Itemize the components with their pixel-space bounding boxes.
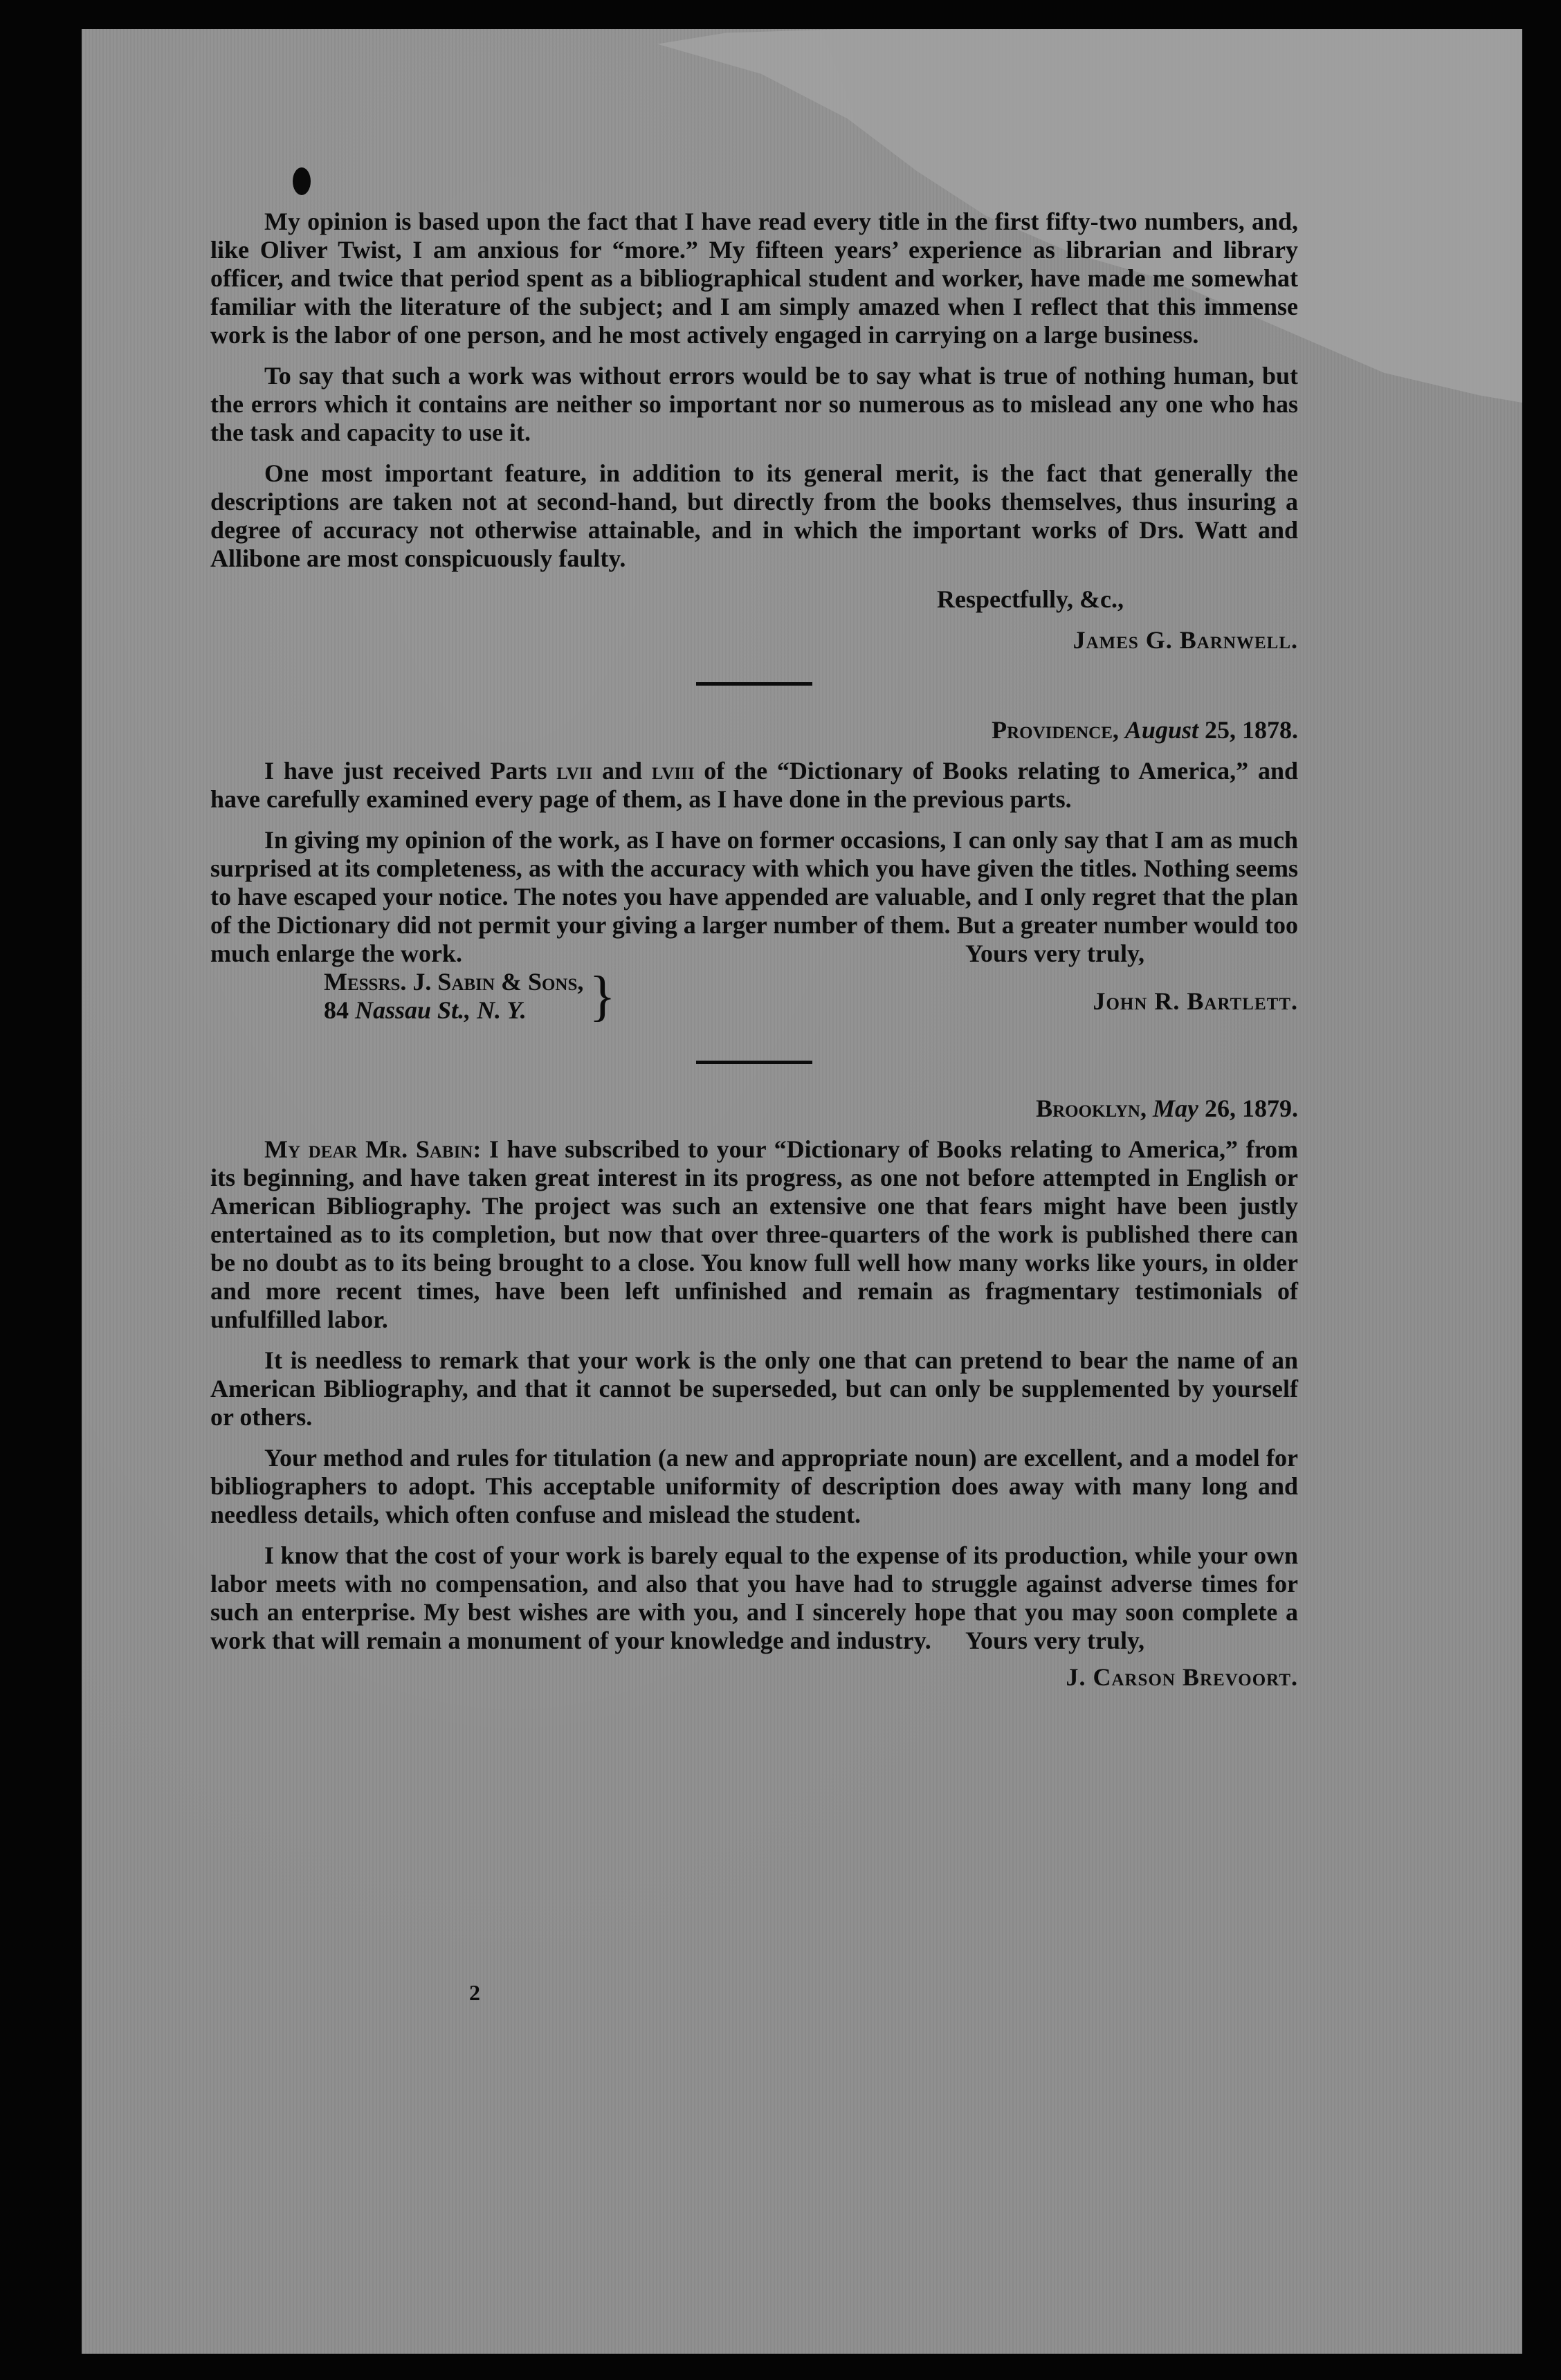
ink-blot xyxy=(293,167,311,195)
closing: Yours very truly, xyxy=(965,1627,1144,1654)
dateline: Brooklyn, May 26, 1879. xyxy=(1036,1095,1298,1122)
paragraph: My dear Mr. Sabin: I have subscribed to your “Dictionary of Books relating to America,” from its beginning, and have taken great interest in its progress, as one not before attempted in English or American Bibliography. The project was such an extensive one that fears might have been justly entertained as to its completion, but now that over three-quarters of the work is published there can be no doubt as to its being brought to a close. You know full well how many works like yours, in older and more recent times, have been left unfinished and remain as fragmentary testimonials of unfulfilled labor. xyxy=(210,1135,1299,1333)
dateline: Providence, August 25, 1878. xyxy=(992,716,1298,744)
brace-glyph: } xyxy=(589,966,616,1027)
paragraph: My opinion is based upon the fact that I have read every title in the first fifty-two numbers, and, like Oliver Twist, I am anxious for “more.” My fifteen years’ experience as librarian and library officer, and twice that period spent as a bibliographical student and worker, have made me somewhat familiar with the literature of the subject; and I am simply amazed when I reflect that this immense work is the labor of one person, and he most actively engaged in carrying on a large business. xyxy=(210,208,1298,349)
paragraph: In giving my opinion of the work, as I have on former occasions, I can only say that I am as much surprised at its completeness, as with the accuracy with which you have given the titles. Nothing seems to have escaped your notice. The notes you have appended are valuable, and I only regret that the plan of the Dictionary did not permit your giving a larger number of them. But a greater number would too much enlarge the work. xyxy=(210,826,1298,967)
address-block xyxy=(210,940,1298,1027)
signature: John R. Bartlett. xyxy=(1093,987,1298,1015)
signature: James G. Barnwell. xyxy=(1072,626,1298,654)
page-number: 2 xyxy=(469,1980,480,2005)
paragraph: I have just received Parts lvii and lviii of the “Dictionary of Books relating to America,” and have carefully examined every page of them, as I have done in the previous parts. xyxy=(210,757,1299,813)
signature: J. Carson Brevoort. xyxy=(1066,1663,1298,1691)
paragraph: Your method and rules for titulation (a new and appropriate noun) are excellent, and a model for bibliographers to adopt. This acceptable uniformity of description does away with many long and needless details, which often confuse and mislead the student. xyxy=(210,1444,1298,1528)
closing: Respectfully, &c., xyxy=(937,585,1124,613)
document-page xyxy=(82,29,1522,2354)
document-body xyxy=(210,208,1298,1692)
divider xyxy=(696,1061,812,1064)
divider xyxy=(696,682,812,686)
closing: Yours very truly, xyxy=(965,940,1144,967)
paragraph: I know that the cost of your work is barely equal to the expense of its production, while your own labor meets with no compensation, and also that you have had to struggle against adverse times for such an enterprise. My best wishes are with you, and I sincerely hope that you may soon complete a work that will remain a monument of your knowledge and industry. xyxy=(210,1541,1298,1654)
addressee: Messrs. J. Sabin & Sons, 84 Nassau St., N. Y. xyxy=(324,968,584,1024)
paragraph: One most important feature, in addition to its general merit, is the fact that generally the descriptions are taken not at second-hand, but directly from the books themselves, thus insuring a degree of accuracy not otherwise attainable, and in which the important works of Drs. Watt and Allibone are most conspicuously faulty. xyxy=(210,459,1298,572)
paragraph: To say that such a work was without errors would be to say what is true of nothing human, but the errors which it contains are neither so important nor so numerous as to mislead any one who has the task and capacity to use it. xyxy=(210,362,1298,446)
paragraph: It is needless to remark that your work is the only one that can pretend to bear the name of an American Bibliography, and that it cannot be superseded, but can only be supplemented by yourself or others. xyxy=(210,1346,1298,1431)
